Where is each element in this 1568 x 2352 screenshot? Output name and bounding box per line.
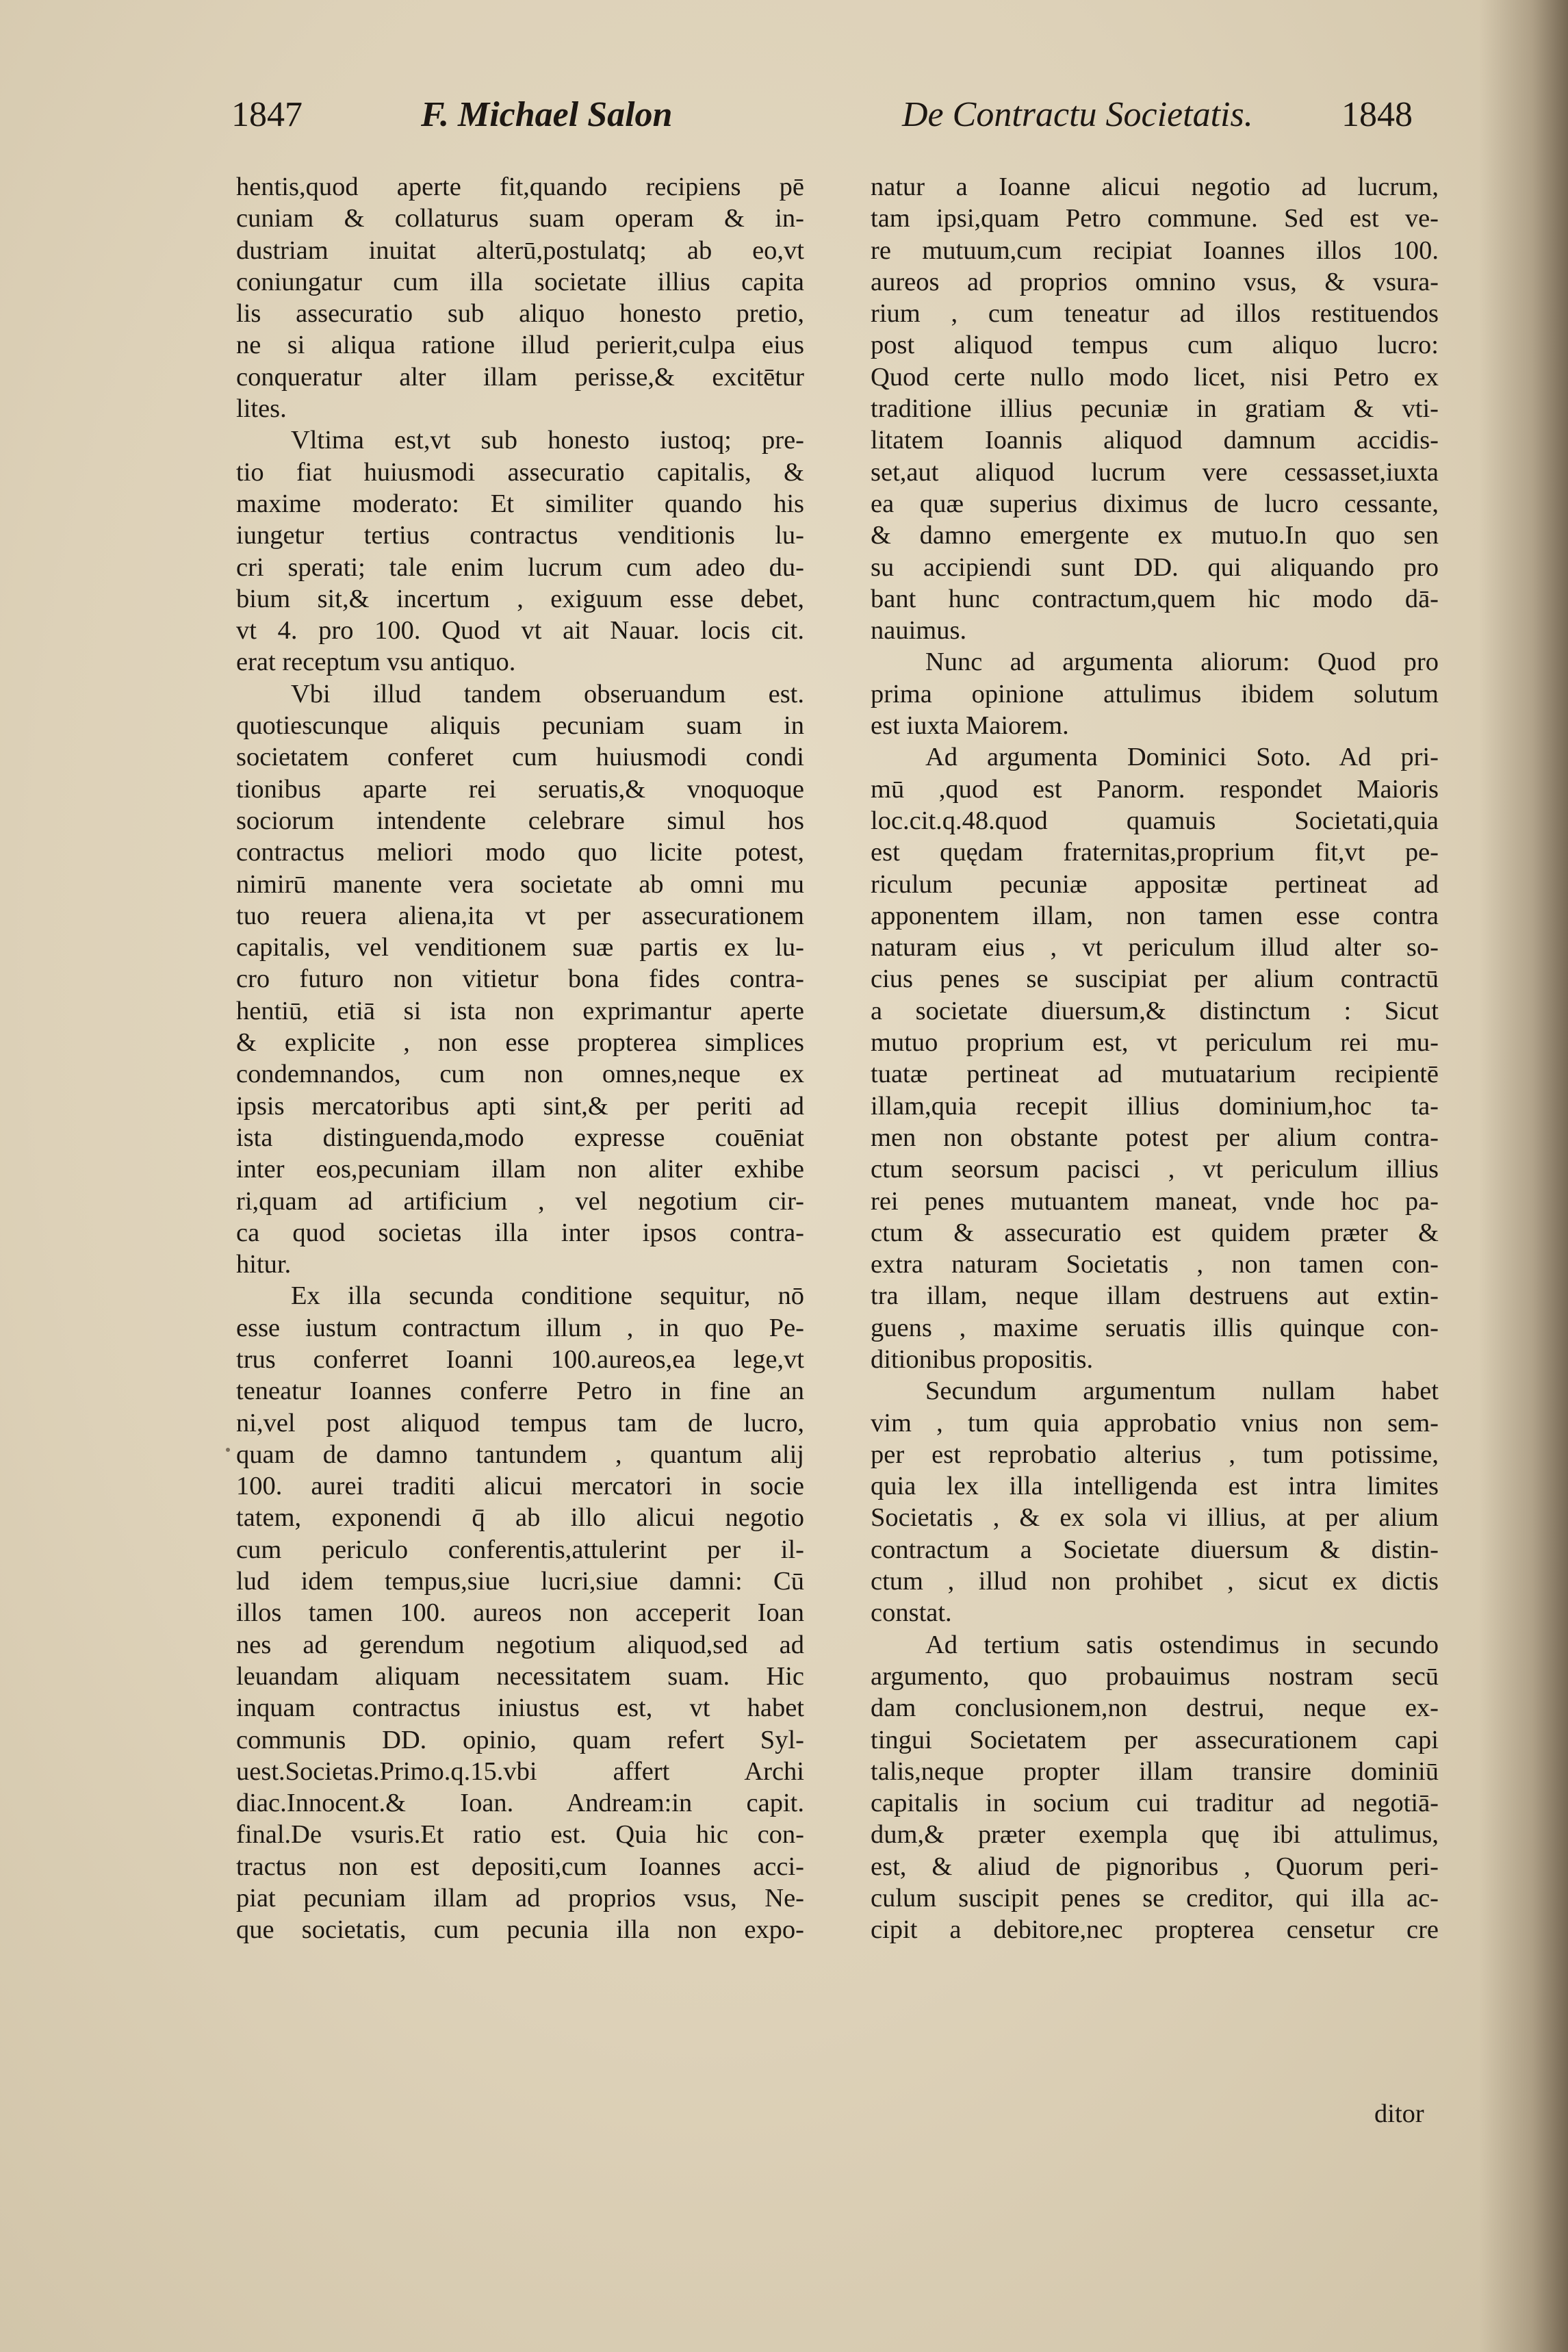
text-line: tam ipsi,quam Petro commune. Sed est ve- bbox=[871, 204, 1439, 233]
text-line: Quod certe nullo modo licet, nisi Petro ex bbox=[871, 362, 1439, 392]
left-running-title: F. Michael Salon bbox=[421, 95, 673, 134]
text-line: extra naturam Societatis , non tamen con- bbox=[871, 1250, 1439, 1279]
text-line: que societatis, cum pecunia illa non expo- bbox=[236, 1915, 804, 1945]
text-line: ctum & assecuratio est quidem præter & bbox=[871, 1218, 1439, 1247]
text-line: iungetur tertius contractus venditionis lu- bbox=[236, 521, 804, 550]
text-line: Ad argumenta Dominici Soto. Ad pri- bbox=[925, 743, 1439, 772]
text-line: apponentem illam, non tamen esse contra bbox=[871, 901, 1439, 930]
text-line: societatem conferet cum huiusmodi condi bbox=[236, 743, 804, 772]
text-line: bium sit,& incertum , exiguum esse debet, bbox=[236, 584, 804, 613]
text-line: nauimus. bbox=[871, 616, 967, 645]
text-line: prima opinione attulimus ibidem solutum bbox=[871, 679, 1439, 708]
text-line: vim , tum quia approbatio vnius non sem- bbox=[871, 1408, 1439, 1437]
text-line: tractus non est depositi,cum Ioannes acci- bbox=[236, 1852, 804, 1881]
text-line: ni,vel post aliquod tempus tam de lucro, bbox=[236, 1408, 804, 1437]
text-line: post aliquod tempus cum aliquo lucro: bbox=[871, 331, 1439, 360]
text-line: nimirū manente vera societate ab omni mu bbox=[236, 869, 804, 899]
text-line: erat receptum vsu antiquo. bbox=[236, 648, 516, 677]
text-line: Secundum argumentum nullam habet bbox=[925, 1377, 1439, 1406]
text-line: tuatæ pertineat ad mutuatarium recipientē bbox=[871, 1060, 1439, 1089]
text-line: Societatis , & ex sola vi illius, at per alium bbox=[871, 1503, 1439, 1533]
text-line: quotiescunque aliquis pecuniam suam in bbox=[236, 711, 804, 741]
text-line: vt 4. pro 100. Quod vt ait Nauar. locis cit. bbox=[236, 616, 804, 645]
text-line: dustriam inuitat alterū,postulatq; ab eo,vt bbox=[236, 235, 804, 265]
text-line: culum suscipit penes se creditor, qui illa ac- bbox=[871, 1884, 1439, 1913]
text-line: mū ,quod est Panorm. respondet Maioris bbox=[871, 774, 1439, 804]
text-line: aureos ad proprios omnino vsus, & vsura- bbox=[871, 267, 1439, 296]
left-text-column bbox=[236, 171, 804, 1946]
text-line: cri sperati; tale enim lucrum cum adeo du- bbox=[236, 552, 804, 582]
text-line: est, & aliud de pignoribus , Quorum peri- bbox=[871, 1852, 1439, 1881]
text-line: cro futuro non vitietur bona fides contra- bbox=[236, 964, 804, 994]
text-line: ea quæ superius diximus de lucro cessante, bbox=[871, 489, 1439, 518]
text-line: contractum a Societate diuersum & distin- bbox=[871, 1535, 1439, 1564]
text-line: re mutuum,cum recipiat Ioannes illos 100. bbox=[871, 235, 1439, 265]
text-line: traditione illius pecuniæ in gratiam & vti- bbox=[871, 394, 1439, 424]
text-line: cius penes se suscipiat per alium contractū bbox=[871, 964, 1439, 994]
text-line: communis DD. opinio, quam refert Syl- bbox=[236, 1725, 804, 1754]
text-line: men non obstante potest per alium contra- bbox=[871, 1123, 1439, 1152]
text-line: trus conferret Ioanni 100.aureos,ea lege,vt bbox=[236, 1344, 804, 1374]
text-line: ditionibus propositis. bbox=[871, 1344, 1094, 1374]
text-line: esse iustum contractum illum , in quo Pe- bbox=[236, 1313, 804, 1342]
text-line: 100. aurei traditi alicui mercatori in socie bbox=[236, 1472, 804, 1501]
text-line: illam,quia recepit illius dominium,hoc ta- bbox=[871, 1091, 1439, 1121]
catchword: ditor bbox=[1374, 2099, 1424, 2128]
text-line: est quędam fraternitas,proprium fit,vt pe- bbox=[871, 838, 1439, 867]
text-line: su accipiendi sunt DD. qui aliquando pro bbox=[871, 552, 1439, 582]
text-line: argumento, quo probauimus nostram secū bbox=[871, 1661, 1439, 1691]
text-line: rium , cum teneatur ad illos restituendos bbox=[871, 299, 1439, 329]
text-line: & damno emergente ex mutuo.In quo sen bbox=[871, 521, 1439, 550]
text-line: ri,quam ad artificium , vel negotium cir- bbox=[236, 1186, 804, 1216]
text-line: talis,neque propter illam transire dominiū bbox=[871, 1756, 1439, 1786]
text-line: set,aut aliquod lucrum vere cessasset,iuxta bbox=[871, 457, 1439, 487]
right-page-number: 1848 bbox=[1341, 95, 1413, 134]
text-line: guens , maxime seruatis illis quinque con- bbox=[871, 1313, 1439, 1342]
text-line: teneatur Ioannes conferre Petro in fine an bbox=[236, 1377, 804, 1406]
text-line: ctum , illud non prohibet , sicut ex dictis bbox=[871, 1567, 1439, 1596]
text-line: loc.cit.q.48.quod quamuis Societati,quia bbox=[871, 806, 1439, 835]
text-line: Ad tertium satis ostendimus in secundo bbox=[925, 1630, 1439, 1659]
text-line: capitalis in socium cui traditur ad negotiā- bbox=[871, 1789, 1439, 1818]
text-line: Ex illa secunda conditione sequitur, nō bbox=[291, 1281, 804, 1311]
text-line: tingui Societatem per assecurationem capi bbox=[871, 1725, 1439, 1754]
text-line: rei penes mutuantem maneat, vnde hoc pa- bbox=[871, 1186, 1439, 1216]
text-line: lis assecuratio sub aliquo honesto pretio, bbox=[236, 299, 804, 329]
text-line: tatem, exponendi q̄ ab illo alicui negotio bbox=[236, 1503, 804, 1533]
text-line: hentiū, etiā si ista non exprimantur aperte bbox=[236, 996, 804, 1025]
text-line: lud idem tempus,siue lucri,siue damni: Cū bbox=[236, 1567, 804, 1596]
text-line: cuniam & collaturus suam operam & in- bbox=[236, 204, 804, 233]
text-line: maxime moderato: Et similiter quando his bbox=[236, 489, 804, 518]
text-line: quia lex illa intelligenda est intra limites bbox=[871, 1472, 1439, 1501]
page-edge-shadow bbox=[1479, 0, 1568, 2352]
text-line: est iuxta Maiorem. bbox=[871, 711, 1069, 741]
text-line: tio fiat huiusmodi assecuratio capitalis, & bbox=[236, 457, 804, 487]
text-line: piat pecuniam illam ad proprios vsus, Ne- bbox=[236, 1884, 804, 1913]
text-line: lites. bbox=[236, 394, 287, 424]
text-line: hentis,quod aperte fit,quando recipiens pē bbox=[236, 172, 804, 201]
text-line: diac.Innocent.& Ioan. Andream:in capit. bbox=[236, 1789, 804, 1818]
text-line: Vbi illud tandem obseruandum est. bbox=[291, 679, 804, 708]
text-line: hitur. bbox=[236, 1250, 292, 1279]
text-line: ipsis mercatoribus apti sint,& per periti ad bbox=[236, 1091, 804, 1121]
text-line: cipit a debitore,nec propterea censetur cre bbox=[871, 1915, 1439, 1945]
text-line: ctum seorsum pacisci , vt periculum illius bbox=[871, 1155, 1439, 1184]
text-line: tuo reuera aliena,ita vt per assecurationem bbox=[236, 901, 804, 930]
left-page-number: 1847 bbox=[231, 95, 303, 134]
text-line: Vltima est,vt sub honesto iustoq; pre- bbox=[291, 426, 804, 455]
text-line: bant hunc contractum,quem hic modo dā- bbox=[871, 584, 1439, 613]
text-line: naturam eius , vt periculum illud alter so- bbox=[871, 933, 1439, 962]
right-text-column bbox=[871, 171, 1439, 1946]
text-line: final.De vsuris.Et ratio est. Quia hic con- bbox=[236, 1820, 804, 1850]
text-line: quam de damno tantundem , quantum alij bbox=[236, 1440, 804, 1469]
text-line: uest.Societas.Primo.q.15.vbi affert Archi bbox=[236, 1756, 804, 1786]
text-line: ne si aliqua ratione illud perierit,culpa eius bbox=[236, 331, 804, 360]
text-line: ca quod societas illa inter ipsos contra- bbox=[236, 1218, 804, 1247]
text-line: leuandam aliquam necessitatem suam. Hic bbox=[236, 1661, 804, 1691]
text-line: mutuo proprium est, vt periculum rei mu- bbox=[871, 1028, 1439, 1058]
text-line: Nunc ad argumenta aliorum: Quod pro bbox=[925, 648, 1439, 677]
text-line: a societate diuersum,& distinctum : Sicut bbox=[871, 996, 1439, 1025]
text-line: inter eos,pecuniam illam non aliter exhibe bbox=[236, 1155, 804, 1184]
ink-speck bbox=[226, 1448, 230, 1452]
right-running-title: De Contractu Societatis. bbox=[902, 95, 1253, 134]
text-line: dum,& præter exempla quę ibi attulimus, bbox=[871, 1820, 1439, 1850]
text-line: cum periculo conferentis,attulerint per il- bbox=[236, 1535, 804, 1564]
text-line: dam conclusionem,non destrui, neque ex- bbox=[871, 1693, 1439, 1723]
text-line: tionibus aparte rei seruatis,& vnoquoque bbox=[236, 774, 804, 804]
text-line: illos tamen 100. aureos non acceperit Ioan bbox=[236, 1598, 804, 1628]
text-line: nes ad gerendum negotium aliquod,sed ad bbox=[236, 1630, 804, 1659]
text-line: tra illam, neque illam destruens aut extin- bbox=[871, 1281, 1439, 1311]
text-line: constat. bbox=[871, 1598, 952, 1628]
text-line: inquam contractus iniustus est, vt habet bbox=[236, 1693, 804, 1723]
text-line: contractus meliori modo quo licite potest, bbox=[236, 838, 804, 867]
text-line: capitalis, vel venditionem suæ partis ex lu- bbox=[236, 933, 804, 962]
text-line: ista distinguenda,modo expresse couēniat bbox=[236, 1123, 804, 1152]
text-line: riculum pecuniæ appositæ pertineat ad bbox=[871, 869, 1439, 899]
text-line: natur a Ioanne alicui negotio ad lucrum, bbox=[871, 172, 1439, 201]
text-line: condemnandos, cum non omnes,neque ex bbox=[236, 1060, 804, 1089]
text-line: & explicite , non esse propterea simplices bbox=[236, 1028, 804, 1058]
text-line: coniungatur cum illa societate illius capita bbox=[236, 267, 804, 296]
text-line: litatem Ioannis aliquod damnum accidis- bbox=[871, 426, 1439, 455]
text-line: per est reprobatio alterius , tum potissime, bbox=[871, 1440, 1439, 1469]
text-line: conqueratur alter illam perisse,& excitētur bbox=[236, 362, 804, 392]
text-line: sociorum intendente celebrare simul hos bbox=[236, 806, 804, 835]
